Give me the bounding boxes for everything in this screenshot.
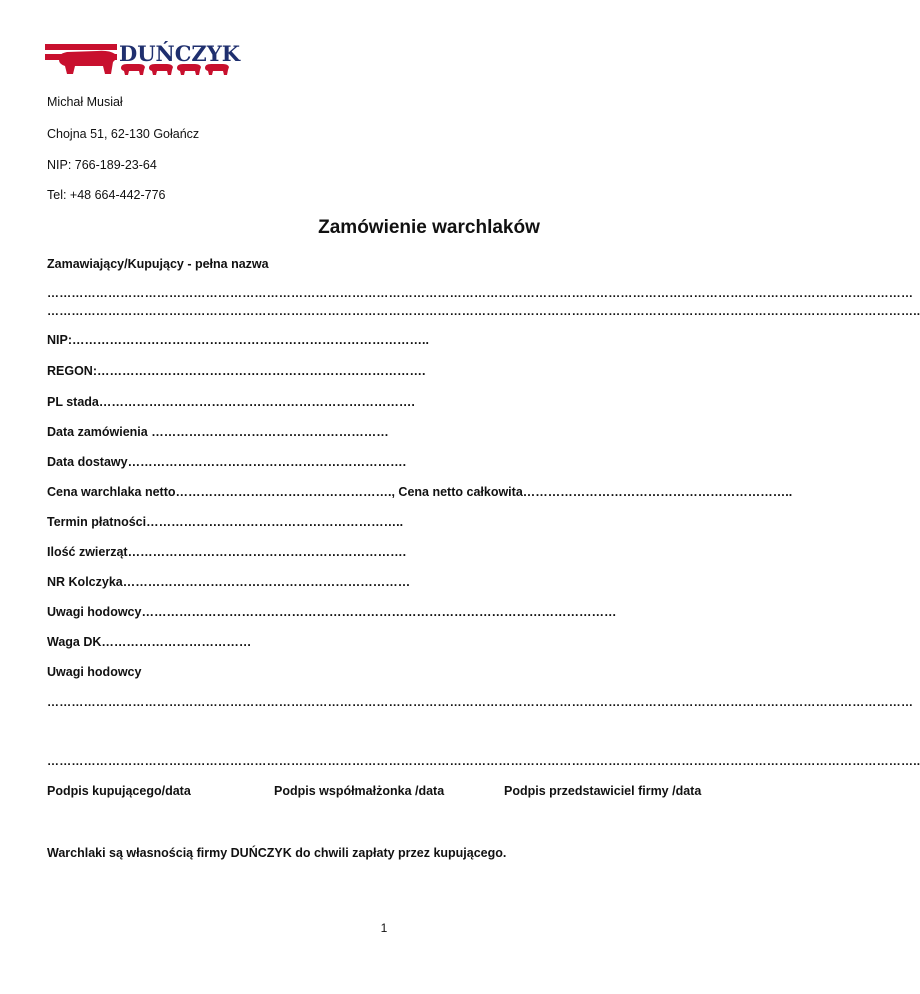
ear-tag-field[interactable]: NR Kolczyka…………………………………………………………… xyxy=(47,575,411,589)
logo-brand-text: DUŃCZYK xyxy=(119,41,241,66)
breeder-notes-label: Uwagi hodowcy xyxy=(47,665,142,679)
animal-count-field[interactable]: Ilość zwierząt…………………………………………………………. xyxy=(47,545,407,559)
contact-name: Michał Musiał xyxy=(47,95,123,109)
buyer-signature-label: Podpis kupującego/data xyxy=(47,784,191,798)
delivery-date-field[interactable]: Data dostawy…………………………………………………………. xyxy=(47,455,407,469)
contact-address: Chojna 51, 62-130 Gołańcz xyxy=(47,127,200,141)
buyer-label: Zamawiający/Kupujący - pełna nazwa xyxy=(47,257,269,271)
contact-nip: NIP: 766-189-23-64 xyxy=(47,158,157,172)
buyer-line-1[interactable]: …………………………………………………………………………………………………………………………………………………………………………………………… xyxy=(47,286,914,300)
spouse-signature-label: Podpis współmałżonka /data xyxy=(274,784,445,798)
buyer-line-2[interactable]: …………………………………………………………………………………………………………………………………………………………………………………………….. xyxy=(47,304,920,318)
breeder-notes-field[interactable]: Uwagi hodowcy…………………………………………………………………………………………………… xyxy=(47,605,617,619)
contact-phone: Tel: +48 664-442-776 xyxy=(47,188,166,202)
payment-term-field[interactable]: Termin płatności…………………………………………………….. xyxy=(47,515,404,529)
order-date-field[interactable]: Data zamówienia ………………………………………………… xyxy=(47,425,389,439)
nip-field[interactable]: NIP:………………………………………………………………………….. xyxy=(47,333,429,347)
ownership-note: Warchlaki są własnością firmy DUŃCZYK do chwili zapłaty przez kupującego. xyxy=(47,846,507,860)
weight-field[interactable]: Waga DK……………………………… xyxy=(47,635,252,649)
price-field[interactable]: Cena warchlaka netto……………………………………………., Cena netto całkowita……………………………………………………….. xyxy=(47,485,793,499)
breeder-notes-line-2[interactable]: …………………………………………………………………………………………………………………………………………………………………………………………….. xyxy=(47,754,920,768)
company-logo xyxy=(45,40,241,84)
pl-stada-field[interactable]: PL stada…………………………………………………………………. xyxy=(47,395,415,409)
page-number: 1 xyxy=(380,921,388,935)
breeder-notes-line-1[interactable]: …………………………………………………………………………………………………………………………………………………………………………………………… xyxy=(47,695,914,709)
regon-field[interactable]: REGON:……………………………………………………………………. xyxy=(47,364,426,378)
page-title: Zamówienie warchlaków xyxy=(318,217,540,238)
company-signature-label: Podpis przedstawiciel firmy /data xyxy=(504,784,702,798)
